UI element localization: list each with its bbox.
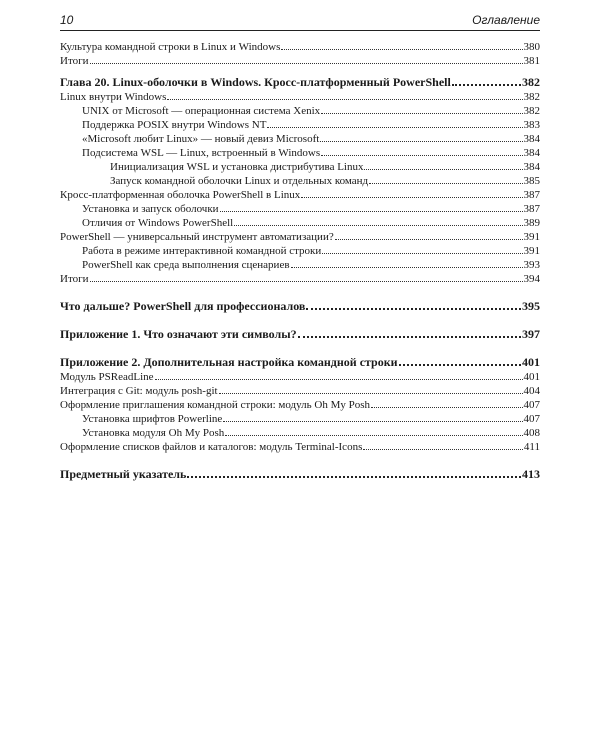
toc-whats-next[interactable] — [60, 298, 540, 314]
toc-entry-page: 384 — [523, 133, 540, 145]
toc-entry-title: Кросс-платформенная оболочка PowerShell в Linux — [60, 189, 301, 201]
toc-entry[interactable] — [60, 216, 540, 230]
toc-entry[interactable] — [60, 90, 540, 104]
dot-leader — [223, 421, 522, 422]
dot-leader — [306, 308, 521, 310]
toc-entry-page: 382 — [523, 91, 540, 103]
dot-leader — [322, 253, 522, 254]
toc-entry[interactable] — [60, 118, 540, 132]
toc-entry-title: PowerShell — универсальный инструмент автоматизации? — [60, 231, 334, 243]
toc-chapter-page: 382 — [522, 75, 540, 89]
toc-chapter-title: Приложение 1. Что означают эти символы? — [60, 327, 297, 341]
toc-entry[interactable] — [60, 384, 540, 398]
dot-leader — [399, 364, 521, 366]
toc-entry-title: Запуск командной оболочки Linux и отдельных команд — [110, 175, 369, 187]
toc-entry-page: 407 — [523, 399, 540, 411]
toc-entry[interactable] — [60, 230, 540, 244]
toc-entry[interactable] — [60, 440, 540, 454]
dot-leader — [187, 476, 521, 478]
dot-leader — [167, 99, 522, 100]
toc-entry[interactable] — [60, 188, 540, 202]
dot-leader — [219, 393, 523, 394]
dot-leader — [321, 113, 522, 114]
toc-entry-page: 404 — [523, 385, 540, 397]
toc-entry[interactable] — [60, 370, 540, 384]
toc-entry-title: Итоги — [60, 55, 89, 67]
toc-entry-page: 382 — [523, 105, 540, 117]
toc-entry[interactable] — [60, 398, 540, 412]
toc-entry[interactable] — [60, 40, 540, 54]
page-header — [60, 10, 540, 31]
toc-entry[interactable] — [60, 426, 540, 440]
toc-entry-title: Оформление приглашения командной строки: модуль Oh My Posh — [60, 399, 371, 411]
dot-leader — [225, 435, 522, 436]
toc-entry[interactable] — [60, 258, 540, 272]
toc-entry-page: 411 — [523, 441, 540, 453]
dot-leader — [291, 267, 523, 268]
toc-entry-title: Инициализация WSL и установка дистрибутива Linux — [110, 161, 364, 173]
toc-entry-page: 407 — [523, 413, 540, 425]
toc-entry[interactable] — [60, 54, 540, 68]
toc-chapter-page: 401 — [522, 355, 540, 369]
dot-leader — [301, 197, 522, 198]
toc-chapter-title: Приложение 2. Дополнительная настройка командной строки — [60, 355, 398, 369]
dot-leader — [90, 281, 523, 282]
toc-entry-title: PowerShell как среда выполнения сценариев — [82, 259, 290, 271]
toc-entry[interactable] — [60, 132, 540, 146]
toc-entry-page: 408 — [523, 427, 540, 439]
toc-appendix-1[interactable] — [60, 326, 540, 342]
toc-entry[interactable] — [60, 272, 540, 286]
dot-leader — [234, 225, 522, 226]
page-number: 10 — [60, 13, 74, 27]
toc-chapter-title: Предметный указатель — [60, 467, 187, 481]
toc-entry-title: UNIX от Microsoft — операционная система Xenix — [82, 105, 321, 117]
toc-entry-title: Работа в режиме интерактивной командной строки — [82, 245, 322, 257]
dot-leader — [298, 336, 521, 338]
toc-entry-title: Установка модуля Oh My Posh — [82, 427, 225, 439]
toc-entry-title: Отличия от Windows PowerShell — [82, 217, 234, 229]
toc-entry-title: Оформление списков файлов и каталогов: модуль Terminal-Icons — [60, 441, 363, 453]
dot-leader — [363, 449, 523, 450]
toc-entry[interactable] — [60, 244, 540, 258]
toc-entry[interactable] — [60, 174, 540, 188]
toc-entry-page: 393 — [523, 259, 540, 271]
dot-leader — [220, 211, 523, 212]
toc-appendix-2[interactable] — [60, 354, 540, 370]
toc-entry-page: 391 — [523, 245, 540, 257]
toc-entry[interactable] — [60, 160, 540, 174]
dot-leader — [155, 379, 523, 380]
toc-entry-title: Интеграция с Git: модуль posh-git — [60, 385, 218, 397]
dot-leader — [321, 155, 522, 156]
dot-leader — [267, 127, 522, 128]
toc-entry-page: 383 — [523, 119, 540, 131]
toc-entry-title: Поддержка POSIX внутри Windows NT — [82, 119, 267, 131]
toc-entry-page: 384 — [523, 161, 540, 173]
toc-entry[interactable] — [60, 146, 540, 160]
toc-chapter-page: 397 — [522, 327, 540, 341]
toc-entry-page: 385 — [523, 175, 540, 187]
toc-chapter-title: Что дальше? PowerShell для профессионалов — [60, 299, 306, 313]
toc-entry-title: Культура командной строки в Linux и Windows — [60, 41, 281, 53]
dot-leader — [320, 141, 522, 142]
dot-leader — [452, 84, 521, 86]
toc-entry-page: 381 — [523, 55, 540, 67]
dot-leader — [335, 239, 523, 240]
toc-chapter-page: 413 — [522, 467, 540, 481]
toc-entry-title: Установка шрифтов Powerline — [82, 413, 223, 425]
table-of-contents — [60, 40, 540, 482]
toc-chapter-20[interactable] — [60, 74, 540, 90]
toc-entry-page: 384 — [523, 147, 540, 159]
toc-entry-page: 387 — [523, 189, 540, 201]
toc-entry[interactable] — [60, 412, 540, 426]
toc-entry-title: «Microsoft любит Linux» — новый девиз Microsoft — [82, 133, 320, 145]
toc-entry-title: Установка и запуск оболочки — [82, 203, 219, 215]
dot-leader — [364, 169, 522, 170]
toc-entry-page: 401 — [523, 371, 540, 383]
dot-leader — [281, 49, 522, 50]
dot-leader — [369, 183, 522, 184]
toc-subject-index[interactable] — [60, 466, 540, 482]
toc-entry-title: Linux внутри Windows — [60, 91, 167, 103]
toc-entry-title: Подсистема WSL — Linux, встроенный в Windows — [82, 147, 321, 159]
toc-chapter-page: 395 — [522, 299, 540, 313]
toc-entry[interactable] — [60, 202, 540, 216]
toc-entry-title: Модуль PSReadLine — [60, 371, 154, 383]
dot-leader — [371, 407, 522, 408]
dot-leader — [90, 63, 523, 64]
toc-entry-page: 387 — [523, 203, 540, 215]
toc-entry-page: 380 — [523, 41, 540, 53]
toc-entry-page: 391 — [523, 231, 540, 243]
section-title: Оглавление — [472, 13, 540, 27]
toc-entry[interactable] — [60, 104, 540, 118]
toc-entry-title: Итоги — [60, 273, 89, 285]
toc-entry-page: 394 — [523, 273, 540, 285]
toc-entry-page: 389 — [523, 217, 540, 229]
toc-chapter-title: Глава 20. Linux-оболочки в Windows. Кросс-платформенный PowerShell — [60, 75, 451, 89]
